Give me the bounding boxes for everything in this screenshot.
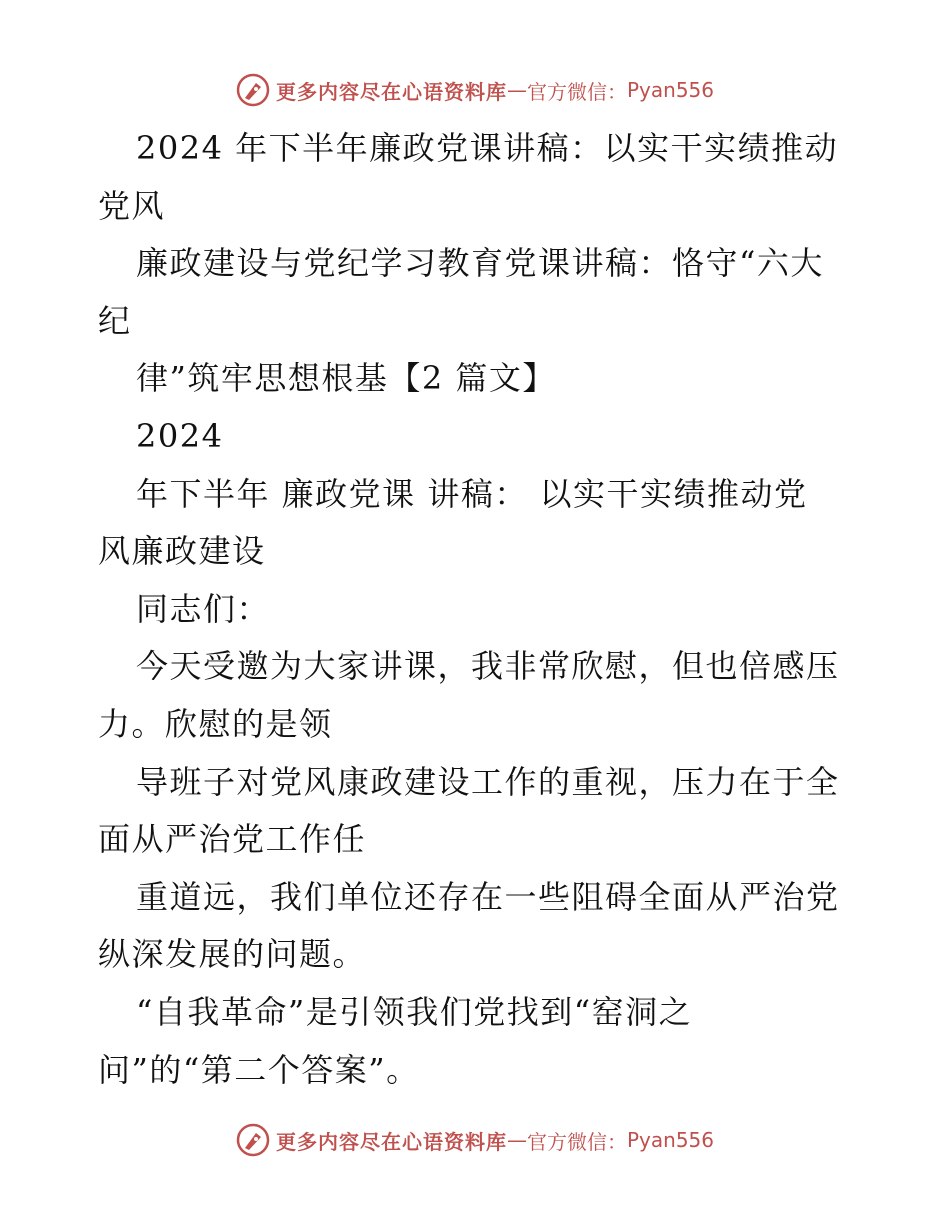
title-line-1: 2024 年下半年廉政党课讲稿：以实干实绩推动 <box>136 129 839 167</box>
paragraph-line: “自我革命”是引领我们党找到“窑洞之 <box>136 992 693 1031</box>
paragraph-line: 今天受邀为大家讲课，我非常欣慰，但也倍感压 <box>136 647 840 686</box>
pen-nib-logo-icon <box>236 1123 270 1157</box>
paragraph-line: 重道远，我们单位还存在一些阻碍全面从严治党 <box>136 877 840 916</box>
watermark-separator: — <box>506 1128 527 1152</box>
document-body <box>98 120 858 1099</box>
title-line-5: 律”筑牢思想根基【2 篇文】 <box>136 359 556 398</box>
watermark-separator: — <box>506 78 527 102</box>
subtitle-line-3: 风廉政建设 <box>98 532 266 571</box>
subtitle-line-2: 年下半年 廉政党课 讲稿： 以实干实绩推动党 <box>136 474 808 513</box>
watermark-official-label: 官方微信： <box>526 1129 627 1154</box>
header-watermark <box>0 70 950 110</box>
watermark-wechat-id: Pyan556 <box>626 1128 714 1152</box>
watermark-site-text: 更多内容尽在心语资料库 <box>275 79 507 104</box>
paragraph-line: 面从严治党工作任 <box>98 820 367 859</box>
paragraph-line: 力。欣慰的是领 <box>98 704 333 743</box>
paragraph-line: 纵深发展的问题。 <box>98 935 367 974</box>
title-line-4: 纪 <box>98 301 132 340</box>
watermark-wechat-id: Pyan556 <box>626 78 714 102</box>
watermark-site-text: 更多内容尽在心语资料库 <box>275 1129 507 1154</box>
pen-nib-logo-icon <box>236 73 270 107</box>
title-line-3: 廉政建设与党纪学习教育党课讲稿：恪守“六大 <box>136 244 824 283</box>
footer-watermark <box>0 1120 950 1160</box>
salutation: 同志们： <box>136 589 271 628</box>
paragraph-line: 导班子对党风康政建设工作的重视，压力在于全 <box>136 762 840 801</box>
title-line-2: 党风 <box>98 186 166 225</box>
paragraph-line: 问”的“第二个答案”。 <box>98 1050 420 1089</box>
subtitle-line-1: 2024 <box>136 416 224 455</box>
watermark-official-label: 官方微信： <box>526 79 627 104</box>
